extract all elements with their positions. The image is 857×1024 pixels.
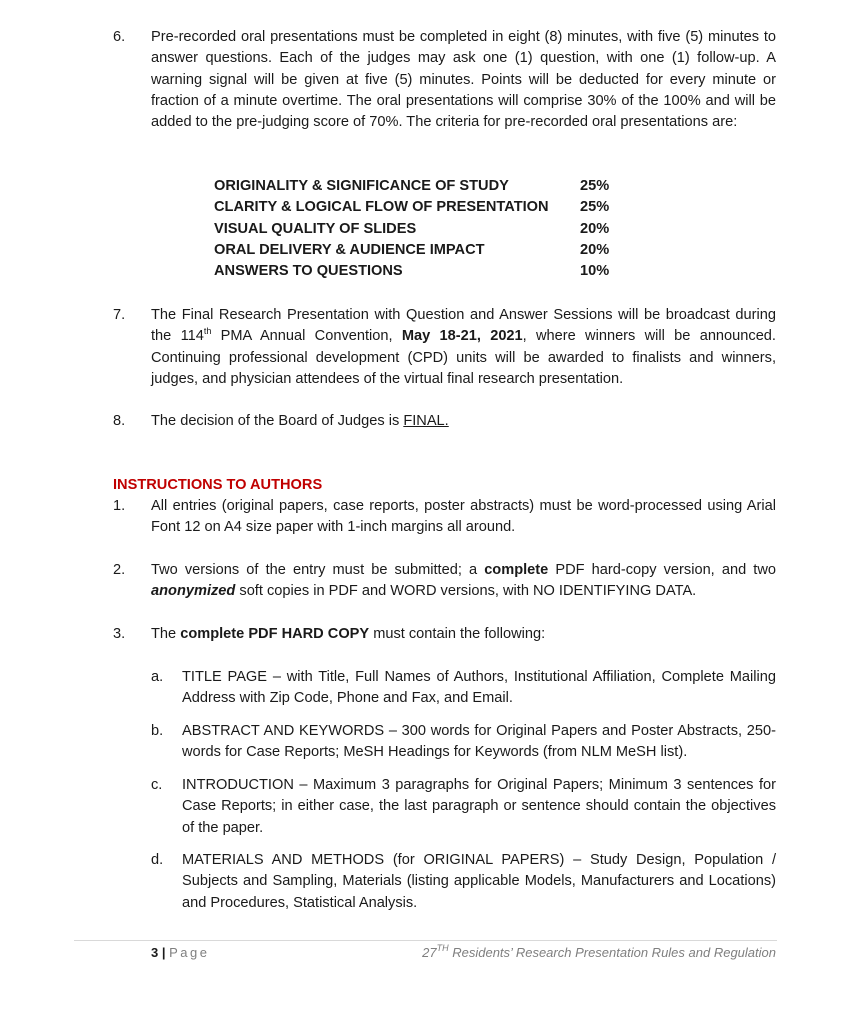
- criteria-row: [214, 240, 634, 261]
- criteria-name: ORIGINALITY & SIGNIFICANCE OF STUDY: [214, 178, 509, 194]
- criteria-name: ORAL DELIVERY & AUDIENCE IMPACT: [214, 241, 485, 258]
- rule-item-6: [113, 27, 776, 133]
- item-text-part: The decision of the Board of Judges is: [151, 413, 404, 429]
- criteria-value: 25%: [580, 178, 610, 194]
- rule-item-8: [113, 411, 776, 432]
- section-heading: INSTRUCTIONS TO AUTHORS: [113, 477, 323, 493]
- criteria-value: 20%: [580, 220, 610, 237]
- sub-item-letter: b.: [151, 723, 164, 739]
- sub-item-text: ABSTRACT AND KEYWORDS – 300 words for Original Papers and Poster Abstracts, 250-words for Case Reports; MeSH Headings for Keywords (from NLM MeSH list).: [182, 723, 776, 761]
- criteria-row: [214, 197, 634, 218]
- sub-item-b: [151, 721, 776, 764]
- sub-item-c: [151, 775, 776, 839]
- criteria-value: 10%: [580, 263, 610, 280]
- footer-title-part: Residents’ Research Presentation Rules and Regulation: [448, 945, 776, 960]
- item-text-part: soft copies in PDF and WORD versions, with NO IDENTIFYING DATA.: [235, 583, 697, 600]
- item-text: Pre-recorded oral presentations must be completed in eight (8) minutes, with five (5) minutes to answer questions. Each of the judges may ask one (1) question, with one (1) follow-up. A warning signal will be given at five (5) minutes. Points will be deducted for every minute or fraction of a minute overtime. The oral presentations will comprise 30% of the 100% and will be added to the pre-judging score of 70%. The criteria for pre-recorded oral presentations are:: [151, 29, 776, 131]
- item-text-part: The: [151, 626, 181, 642]
- sub-item-text: INTRODUCTION – Maximum 3 paragraphs for Original Papers; Minimum 3 sentences for Case Reports; in either case, the last paragraph or sentence should contain the objectives of the paper.: [182, 777, 776, 836]
- instruction-item-2: [113, 560, 776, 603]
- bold-text: complete: [484, 562, 549, 578]
- criteria-row: [214, 219, 634, 240]
- criteria-name: CLARITY & LOGICAL FLOW OF PRESENTATION: [214, 199, 549, 216]
- item-number: 6.: [113, 29, 126, 45]
- criteria-name: ANSWERS TO QUESTIONS: [214, 263, 403, 280]
- sub-item-letter: c.: [151, 777, 163, 793]
- footer-title: [422, 942, 776, 963]
- item-text-part: PMA Annual Convention,: [211, 328, 402, 345]
- superscript: TH: [436, 943, 449, 953]
- item-number: 3.: [113, 626, 126, 642]
- item-text-part: The Final Research Presentation with Question and Answer Sessions will be broadcast during the 114: [151, 307, 776, 345]
- item-text: [151, 411, 776, 432]
- item-text-part: , where winners will be announced. Continuing professional development (CPD) units will be awarded to finalists and winners, judges, and physician attendees of the virtual final research presentation.: [151, 328, 776, 387]
- sub-item-a: [151, 667, 776, 710]
- criteria-name: VISUAL QUALITY OF SLIDES: [214, 220, 417, 237]
- item-number: 7.: [113, 307, 126, 323]
- criteria-value: 20%: [580, 241, 610, 258]
- criteria-table: [214, 176, 634, 282]
- sub-item-d: [151, 850, 776, 914]
- instruction-item-1: [113, 496, 776, 539]
- footer-page-number: [151, 942, 209, 963]
- final-underlined: FINAL.: [403, 413, 449, 429]
- sub-item-text: MATERIALS AND METHODS (for ORIGINAL PAPERS) – Study Design, Population / Subjects and Sampling, Materials (listing applicable Models, Manufacturers and Locations) and Procedures, Statistical Analysis.: [182, 852, 776, 911]
- item-number: 8.: [113, 413, 126, 429]
- sub-item-letter: a.: [151, 669, 164, 685]
- footer-title-part: 27: [422, 945, 437, 960]
- item-text-part: PDF hard-copy version, and two: [548, 562, 776, 578]
- page-number: 3: [151, 945, 159, 960]
- criteria-row: [214, 261, 634, 282]
- item-text: [151, 624, 776, 645]
- criteria-value: 25%: [580, 199, 610, 216]
- page-separator: |: [158, 945, 170, 960]
- sub-item-letter: d.: [151, 852, 164, 868]
- superscript: th: [203, 326, 212, 337]
- convention-dates: May 18-21, 2021: [401, 328, 523, 345]
- rule-item-7: [113, 305, 776, 390]
- item-text: All entries (original papers, case reports, poster abstracts) must be word-processed using Arial Font 12 on A4 size paper with 1-inch margins all around.: [151, 498, 776, 536]
- item-number: 2.: [113, 562, 126, 578]
- instruction-item-3: [113, 624, 776, 645]
- item-text-part: Two versions of the entry must be submitted; a: [151, 562, 485, 578]
- sub-item-text: TITLE PAGE – with Title, Full Names of Authors, Institutional Affiliation, Complete Mailing Address with Zip Code, Phone and Fax, and Email.: [182, 669, 776, 707]
- bold-italic-text: anonymized: [151, 583, 236, 600]
- page-word: Page: [169, 945, 210, 960]
- bold-text: complete PDF HARD COPY: [180, 626, 370, 642]
- criteria-row: [214, 176, 634, 197]
- item-text: [151, 560, 776, 603]
- item-number: 1.: [113, 498, 126, 514]
- item-text-part: must contain the following:: [369, 626, 546, 642]
- footer-divider: [74, 940, 777, 941]
- item-text: [151, 305, 776, 390]
